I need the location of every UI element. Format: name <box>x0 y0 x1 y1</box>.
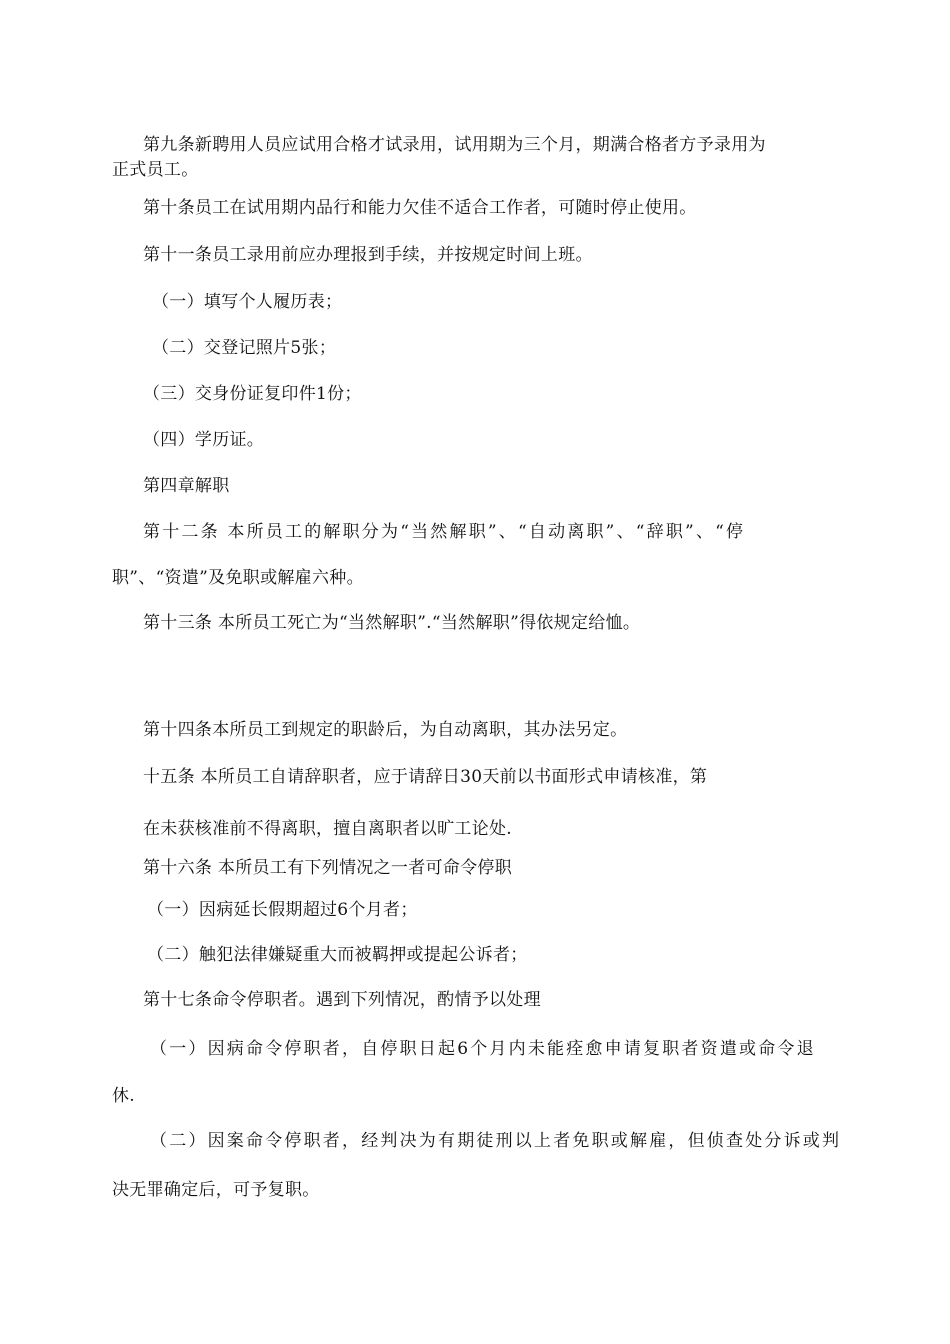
article-17-item-1-line-2: 休. <box>112 1086 136 1106</box>
article-16-item-2: （二）触犯法律嫌疑重大而被羁押或提起公诉者； <box>147 945 528 965</box>
article-9-line-2: 正式员工。 <box>112 160 199 180</box>
article-16-item-1: （一）因病延长假期超过6个月者； <box>147 900 418 920</box>
article-9-line-1: 第九条新聘用人员应试用合格才试录用，试用期为三个月，期满合格者方予录用为 <box>143 135 766 155</box>
article-11-item-3: （三）交身份证复印件1份； <box>143 384 362 404</box>
article-11-item-2: （二）交登记照片5张； <box>152 338 337 358</box>
article-12-line-2: 职”、“资遣”及免职或解雇六种。 <box>112 568 364 588</box>
article-17-item-1-line-1: （一）因病命令停职者，自停职日起6个月内未能痊愈申请复职者资遣或命令退 <box>150 1039 816 1059</box>
article-17: 第十七条命令停职者。遇到下列情况，酌情予以处理 <box>143 990 541 1010</box>
article-17-item-2-line-1: （二）因案命令停职者，经判决为有期徒刑以上者免职或解雇，但侦查处分诉或判 <box>150 1131 842 1151</box>
article-13: 第十三条 本所员工死亡为“当然解职”.“当然解职”得依规定给恤。 <box>143 613 641 633</box>
article-12-line-1: 第十二条 本所员工的解职分为“当然解职”、“自动离职”、“辞职”、“停 <box>143 522 746 542</box>
article-16: 第十六条 本所员工有下列情况之一者可命令停职 <box>143 858 513 878</box>
article-11: 第十一条员工录用前应办理报到手续，并按规定时间上班。 <box>143 245 593 265</box>
article-10: 第十条员工在试用期内品行和能力欠佳不适合工作者，可随时停止使用。 <box>143 198 697 218</box>
article-11-item-1: （一）填写个人履历表； <box>152 292 343 312</box>
article-11-item-4: （四）学历证。 <box>143 430 265 450</box>
chapter-4-heading: 第四章解职 <box>143 476 230 496</box>
article-17-item-2-line-2: 决无罪确定后，可予复职。 <box>112 1180 320 1200</box>
article-15-line-1: 十五条 本所员工自请辞职者，应于请辞日30天前以书面形式申请核准，第 <box>143 767 708 787</box>
article-14: 第十四条本所员工到规定的职龄后，为自动离职，其办法另定。 <box>143 720 628 740</box>
article-15-line-2: 在未获核准前不得离职，擅自离职者以旷工论处. <box>143 819 513 839</box>
